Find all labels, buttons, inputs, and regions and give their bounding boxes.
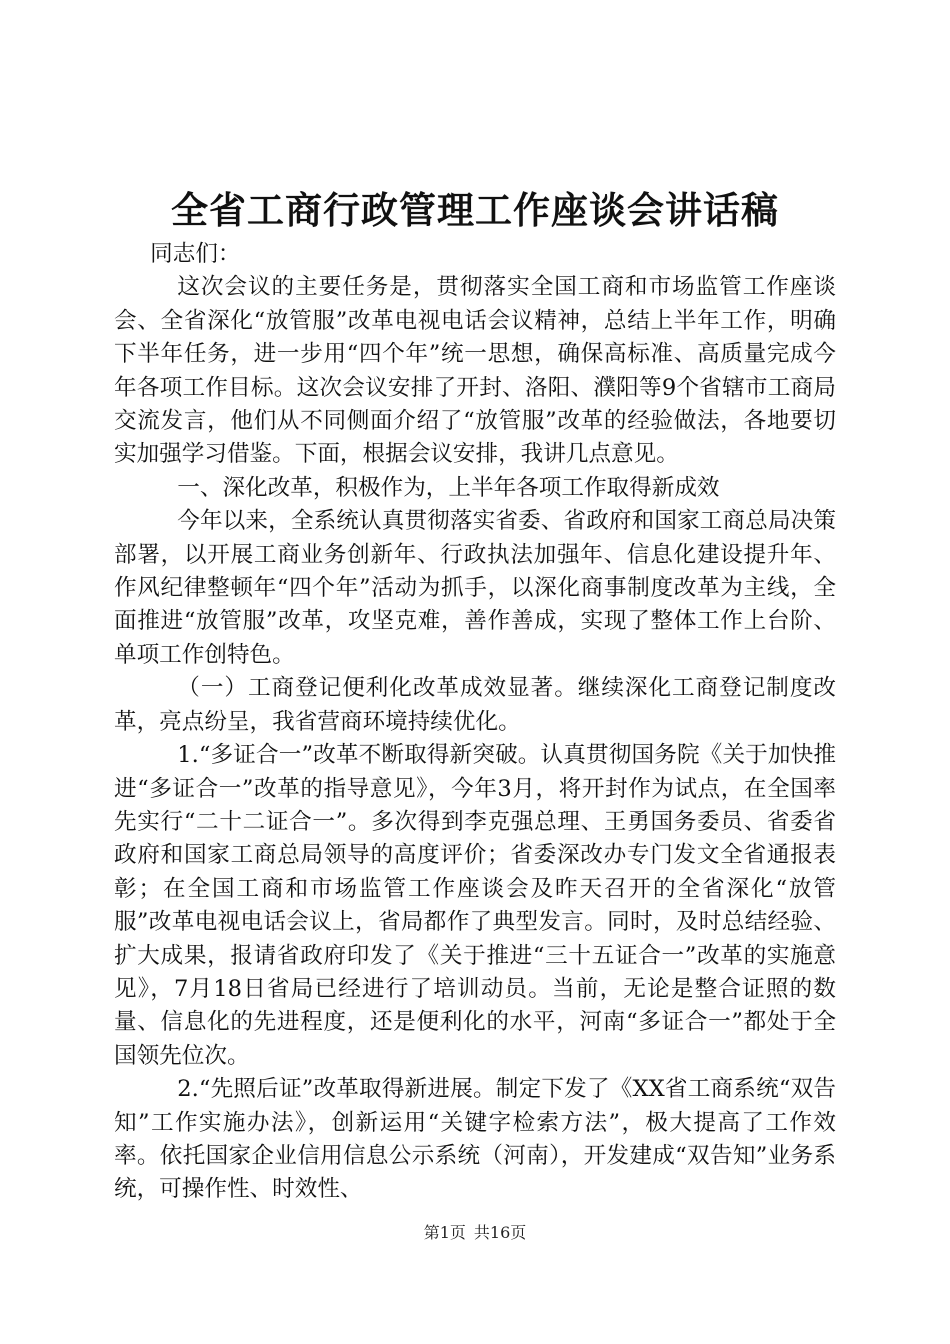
paragraph-item-2: 2.“先照后证”改革取得新进展。制定下发了《XX省工商系统“双告知”工作实施办法》，创新运用“关键字检索方法”，极大提高了工作效率。依托国家企业信用信息公示系统（河南），开发建成“双告知”业务系统，可操作性、时效性、: [114, 1076, 836, 1203]
salutation: 同志们：: [150, 241, 241, 267]
page-footer: [0, 1222, 950, 1244]
subsection-heading-1: （一）工商登记便利化改革成效显著。继续深化工商登记制度改革，亮点纷呈，我省营商环境持续优化。: [114, 675, 836, 735]
document-body: [114, 238, 836, 1207]
document-title: 全省工商行政管理工作座谈会讲话稿: [171, 188, 779, 232]
section-heading-1: 一、深化改革，积极作为，上半年各项工作取得新成效: [177, 474, 720, 501]
page-total: 共16页: [473, 1223, 527, 1242]
paragraph-item-1: 1.“多证合一”改革不断取得新突破。认真贯彻国务院《关于加快推进“多证合一”改革的指导意见》，今年3月，将开封作为试点，在全国率先实行“二十二证合一”。多次得到李克强总理、王勇国务委员、省委省政府和国家工商总局领导的高度评价；省委深改办专门发文全省通报表彰；在全国工商和市场监管工作座谈会及昨天召开的全省深化“放管服”改革电视电话会议上，省局都作了典型发言。同时，及时总结经验、扩大成果，报请省政府印发了《关于推进“三十五证合一”改革的实施意见》，7月18日省局已经进行了培训动员。当前，无论是整合证照的数量、信息化的先进程度，还是便利化的水平，河南“多证合一”都处于全国领先位次。: [114, 742, 836, 1069]
paragraph-summary: 今年以来，全系统认真贯彻落实省委、省政府和国家工商总局决策部署，以开展工商业务创新年、行政执法加强年、信息化建设提升年、作风纪律整顿年“四个年”活动为抓手，以深化商事制度改革为主线，全面推进“放管服”改革，攻坚克难，善作善成，实现了整体工作上台阶、单项工作创特色。: [114, 508, 836, 668]
paragraph-intro: 这次会议的主要任务是，贯彻落实全国工商和市场监管工作座谈会、全省深化“放管服”改革电视电话会议精神，总结上半年工作，明确下半年任务，进一步用“四个年”统一思想，确保高标准、高质量完成今年各项工作目标。这次会议安排了开封、洛阳、濮阳等9个省辖市工商局交流发言，他们从不同侧面介绍了“放管服”改革的经验做法，各地要切实加强学习借鉴。下面，根据会议安排，我讲几点意见。: [114, 274, 836, 468]
page-number: 第1页: [423, 1223, 466, 1242]
